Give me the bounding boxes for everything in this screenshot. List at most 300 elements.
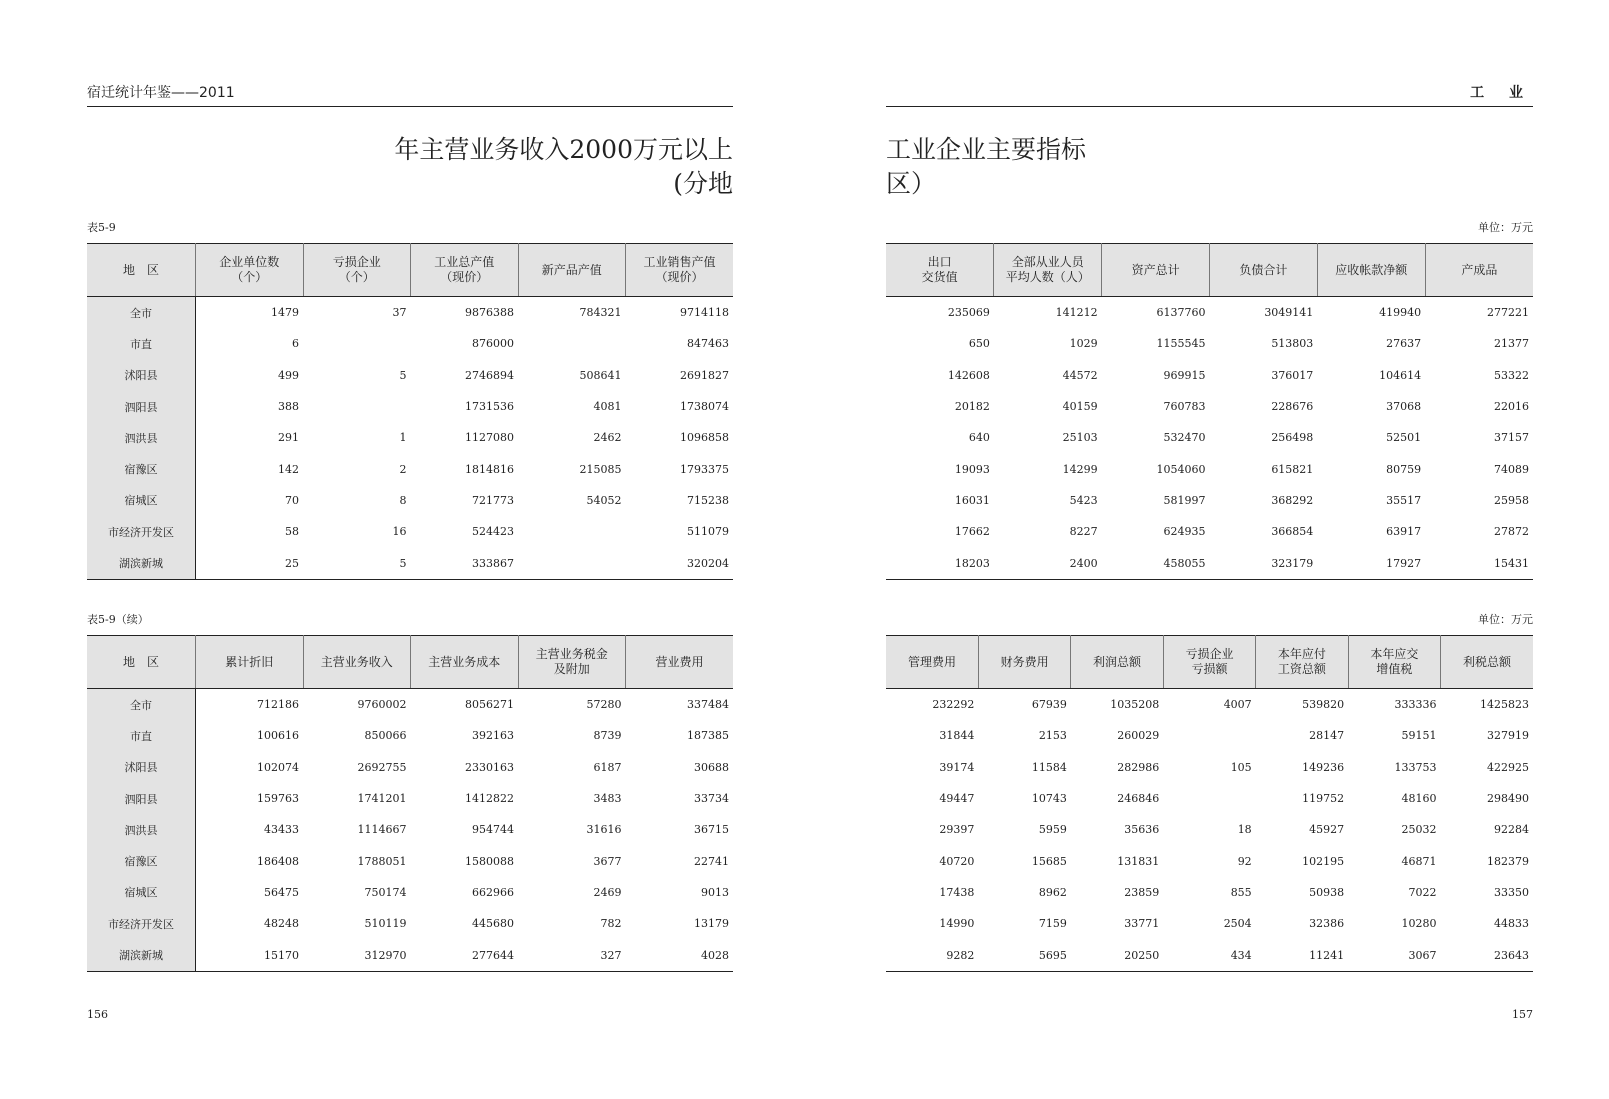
table-row <box>886 328 1533 359</box>
table-row <box>886 689 1533 721</box>
data-cell: 376017 <box>1271 368 1314 382</box>
table-row <box>886 360 1533 391</box>
data-cell: 366854 <box>1271 525 1314 539</box>
data-cell: 9282 <box>886 939 978 971</box>
data-cell: 1096858 <box>680 431 729 445</box>
column-header: 主营业务收入 <box>303 636 411 689</box>
data-cell: 9714118 <box>680 306 729 320</box>
table-row <box>87 485 733 516</box>
data-cell: 232292 <box>932 698 975 712</box>
table-row <box>87 908 733 939</box>
data-cell: 32386 <box>1309 917 1345 931</box>
column-header: 利税总额 <box>1441 636 1533 689</box>
data-cell <box>1163 783 1255 814</box>
table-row <box>87 391 733 422</box>
data-cell: 327 <box>518 939 626 971</box>
data-cell: 954744 <box>472 823 514 837</box>
column-header: 亏损企业 亏损额 <box>1163 636 1255 689</box>
data-cell: 721773 <box>472 493 514 507</box>
data-cell: 4007 <box>1223 698 1252 712</box>
data-cell: 9876388 <box>465 306 514 320</box>
table-row <box>886 845 1533 876</box>
data-cell: 46871 <box>1401 854 1437 868</box>
region-cell: 市经济开发区 <box>87 516 196 547</box>
data-cell: 2462 <box>593 431 622 445</box>
table-row <box>87 939 733 971</box>
table1-left <box>87 243 733 580</box>
region-cell: 泗阳县 <box>87 783 196 814</box>
data-cell: 8962 <box>1038 885 1067 899</box>
region-cell: 全市 <box>87 689 196 721</box>
page-number-right: 157 <box>1512 1008 1533 1021</box>
data-cell: 105 <box>1230 760 1252 774</box>
column-header: 管理费用 <box>886 636 978 689</box>
data-cell: 92 <box>1237 854 1252 868</box>
data-cell: 282986 <box>1117 760 1160 774</box>
data-cell <box>303 391 411 422</box>
table-row <box>886 547 1533 579</box>
table-row <box>87 783 733 814</box>
data-cell: 17662 <box>954 525 990 539</box>
data-cell: 2400 <box>994 547 1102 579</box>
column-header: 资产总计 <box>1102 244 1210 297</box>
data-cell: 43433 <box>264 823 299 837</box>
region-cell: 市直 <box>87 328 196 359</box>
header-row <box>886 636 1533 689</box>
data-cell: 25958 <box>1494 493 1529 507</box>
data-cell: 782 <box>600 917 622 931</box>
data-cell: 508641 <box>579 368 622 382</box>
data-cell: 5695 <box>978 939 1070 971</box>
data-cell: 3049141 <box>1264 306 1314 320</box>
data-cell: 37157 <box>1494 431 1529 445</box>
data-cell: 333867 <box>411 547 519 579</box>
data-cell: 6 <box>292 337 299 351</box>
data-cell: 52501 <box>1386 431 1422 445</box>
data-cell: 1127080 <box>465 431 514 445</box>
data-cell: 56475 <box>264 885 299 899</box>
data-cell: 215085 <box>579 462 622 476</box>
data-cell: 760783 <box>1163 400 1206 414</box>
data-cell: 3677 <box>593 854 622 868</box>
data-cell: 74089 <box>1494 462 1529 476</box>
title-left-line2: (分地 <box>673 169 733 198</box>
data-cell: 13179 <box>694 917 729 931</box>
data-cell: 1731536 <box>465 400 514 414</box>
data-cell: 260029 <box>1117 729 1160 743</box>
data-cell <box>518 547 626 579</box>
data-cell: 615821 <box>1271 462 1314 476</box>
table-row <box>886 814 1533 845</box>
data-cell: 640 <box>968 431 990 445</box>
title-left <box>394 133 733 201</box>
data-cell: 27872 <box>1494 525 1529 539</box>
column-header: 主营业务税金 及附加 <box>518 636 626 689</box>
data-cell: 31616 <box>586 823 622 837</box>
title-right-line1: 工业企业主要指标 <box>886 135 1087 164</box>
data-cell: 337484 <box>687 698 729 712</box>
data-cell: 228676 <box>1271 400 1314 414</box>
data-cell: 20182 <box>954 400 990 414</box>
data-cell: 40159 <box>1062 400 1098 414</box>
data-cell: 4081 <box>593 400 622 414</box>
table-row <box>87 360 733 391</box>
data-cell: 422925 <box>1487 760 1529 774</box>
table-row <box>87 752 733 783</box>
data-cell: 14299 <box>1062 462 1098 476</box>
data-cell: 1738074 <box>680 400 729 414</box>
column-header: 地 区 <box>87 244 196 297</box>
region-cell: 湖滨新城 <box>87 547 196 579</box>
table-row <box>886 908 1533 939</box>
data-cell: 37068 <box>1386 400 1422 414</box>
title-right <box>886 133 1086 201</box>
data-cell: 1412822 <box>465 792 514 806</box>
data-cell: 2469 <box>593 885 622 899</box>
page-number-left: 156 <box>87 1008 108 1021</box>
data-cell: 1741201 <box>357 792 407 806</box>
data-cell: 11241 <box>1256 939 1348 971</box>
data-cell: 67939 <box>1031 698 1067 712</box>
data-cell: 333336 <box>1394 698 1437 712</box>
data-cell: 22741 <box>694 854 729 868</box>
data-cell: 16 <box>392 525 407 539</box>
column-header: 工业销售产值 （现价） <box>626 244 734 297</box>
table-row <box>886 783 1533 814</box>
table2-left <box>87 635 733 972</box>
data-cell: 1814816 <box>465 462 514 476</box>
data-cell: 119752 <box>1302 792 1345 806</box>
data-cell: 131831 <box>1117 854 1160 868</box>
data-cell: 855 <box>1230 885 1252 899</box>
header-row <box>87 244 733 297</box>
data-cell: 291 <box>278 431 299 445</box>
data-cell: 1035208 <box>1110 698 1160 712</box>
data-cell: 1479 <box>271 306 299 320</box>
column-header: 本年应付 工资总额 <box>1256 636 1348 689</box>
table-row <box>87 328 733 359</box>
column-header: 全部从业人员 平均人数（人） <box>994 244 1102 297</box>
table-row <box>886 516 1533 547</box>
data-cell: 33350 <box>1494 885 1529 899</box>
data-cell: 581997 <box>1163 493 1206 507</box>
data-cell: 458055 <box>1102 547 1210 579</box>
region-cell: 宿豫区 <box>87 845 196 876</box>
data-cell: 159763 <box>257 792 299 806</box>
data-cell: 19093 <box>954 462 990 476</box>
data-cell: 59151 <box>1401 729 1437 743</box>
data-cell: 327919 <box>1487 729 1529 743</box>
header-right: 工 业 <box>886 82 1533 107</box>
data-cell: 49447 <box>939 792 975 806</box>
data-cell: 80759 <box>1386 462 1422 476</box>
table-row <box>87 453 733 484</box>
region-cell: 宿城区 <box>87 485 196 516</box>
title-right-line2: 区） <box>886 169 937 198</box>
data-cell: 2692755 <box>357 760 407 774</box>
column-header: 营业费用 <box>626 636 734 689</box>
data-cell: 141212 <box>1055 306 1098 320</box>
data-cell <box>518 516 626 547</box>
data-cell <box>1163 720 1255 751</box>
data-cell: 57280 <box>586 698 622 712</box>
region-cell: 全市 <box>87 297 196 329</box>
data-cell: 8 <box>399 493 407 507</box>
column-header: 产成品 <box>1425 244 1533 297</box>
data-cell: 149236 <box>1302 760 1345 774</box>
table-row <box>886 391 1533 422</box>
column-header: 主营业务成本 <box>411 636 519 689</box>
table-row <box>886 453 1533 484</box>
data-cell: 5 <box>303 547 411 579</box>
title-left-line1: 年主营业务收入2000万元以上 <box>394 135 733 164</box>
data-cell: 48248 <box>264 917 299 931</box>
data-cell: 70 <box>285 493 299 507</box>
data-cell: 40720 <box>939 854 975 868</box>
data-cell: 3067 <box>1348 939 1440 971</box>
data-cell: 104614 <box>1379 368 1422 382</box>
data-cell: 17927 <box>1317 547 1425 579</box>
table1-unit-label: 单位：万元 <box>1478 221 1533 234</box>
data-cell: 246846 <box>1117 792 1160 806</box>
data-cell: 187385 <box>687 729 729 743</box>
region-cell: 宿豫区 <box>87 453 196 484</box>
data-cell: 2691827 <box>680 368 729 382</box>
region-cell: 市经济开发区 <box>87 908 196 939</box>
data-cell <box>518 328 626 359</box>
column-header: 累计折旧 <box>196 636 304 689</box>
column-header: 利润总额 <box>1071 636 1163 689</box>
data-cell: 1054060 <box>1156 462 1206 476</box>
data-cell: 37 <box>392 306 407 320</box>
data-cell: 256498 <box>1271 431 1314 445</box>
table2-unit-label: 单位：万元 <box>1478 613 1533 626</box>
data-cell: 513803 <box>1271 337 1314 351</box>
data-cell: 624935 <box>1163 525 1206 539</box>
data-cell: 18203 <box>886 547 994 579</box>
data-cell: 445680 <box>472 917 514 931</box>
data-cell: 712186 <box>257 698 299 712</box>
data-cell: 31844 <box>939 729 975 743</box>
data-cell: 2504 <box>1223 917 1252 931</box>
data-cell: 662966 <box>472 885 514 899</box>
data-cell: 510119 <box>364 917 407 931</box>
data-cell: 22016 <box>1494 400 1529 414</box>
data-cell: 92284 <box>1494 823 1529 837</box>
data-cell: 532470 <box>1163 431 1206 445</box>
region-cell: 泗洪县 <box>87 814 196 845</box>
data-cell: 4028 <box>626 939 734 971</box>
data-cell: 388 <box>278 400 299 414</box>
data-cell: 35517 <box>1386 493 1422 507</box>
data-cell: 35636 <box>1124 823 1160 837</box>
data-cell: 142 <box>278 462 299 476</box>
data-cell: 8227 <box>1069 525 1098 539</box>
data-cell: 10280 <box>1401 917 1437 931</box>
data-cell: 30688 <box>694 760 729 774</box>
column-header: 企业单位数 （个） <box>196 244 304 297</box>
data-cell: 15685 <box>1031 854 1067 868</box>
data-cell: 1788051 <box>357 854 407 868</box>
data-cell: 25103 <box>1062 431 1098 445</box>
data-cell: 715238 <box>687 493 729 507</box>
region-cell: 宿城区 <box>87 877 196 908</box>
table-row <box>87 297 733 329</box>
header-left: 宿迁统计年鉴——2011 <box>87 82 733 107</box>
data-cell: 25 <box>196 547 304 579</box>
data-cell: 876000 <box>472 337 514 351</box>
data-cell: 419940 <box>1379 306 1422 320</box>
data-cell: 16031 <box>954 493 990 507</box>
table-row <box>886 485 1533 516</box>
table1-label: 表5-9 <box>87 221 116 234</box>
data-cell: 25032 <box>1401 823 1437 837</box>
data-cell: 33734 <box>694 792 729 806</box>
data-cell: 1425823 <box>1480 698 1529 712</box>
data-cell: 36715 <box>694 823 729 837</box>
data-cell: 3483 <box>593 792 622 806</box>
data-cell: 2330163 <box>465 760 514 774</box>
data-cell: 434 <box>1163 939 1255 971</box>
data-cell: 54052 <box>586 493 622 507</box>
data-cell: 23643 <box>1441 939 1533 971</box>
data-cell: 23859 <box>1124 885 1160 899</box>
data-cell: 29397 <box>939 823 975 837</box>
table-row <box>886 752 1533 783</box>
data-cell: 63917 <box>1386 525 1422 539</box>
data-cell: 6137760 <box>1156 306 1206 320</box>
data-cell: 847463 <box>687 337 729 351</box>
data-cell: 48160 <box>1401 792 1437 806</box>
table-row <box>87 845 733 876</box>
data-cell: 750174 <box>364 885 407 899</box>
header-row <box>886 244 1533 297</box>
data-cell: 58 <box>285 525 299 539</box>
data-cell: 320204 <box>626 547 734 579</box>
data-cell: 2746894 <box>465 368 514 382</box>
table-row <box>886 297 1533 329</box>
table-row <box>87 877 733 908</box>
data-cell: 186408 <box>257 854 299 868</box>
data-cell: 6187 <box>593 760 622 774</box>
table-row <box>87 422 733 453</box>
data-cell: 8056271 <box>465 698 514 712</box>
data-cell: 511079 <box>687 525 729 539</box>
data-cell: 53322 <box>1494 368 1529 382</box>
data-cell: 45927 <box>1309 823 1345 837</box>
data-cell: 1580088 <box>465 854 514 868</box>
data-cell: 368292 <box>1271 493 1314 507</box>
data-cell: 102195 <box>1302 854 1345 868</box>
data-cell: 33771 <box>1124 917 1160 931</box>
column-header: 应收帐款净额 <box>1317 244 1425 297</box>
data-cell: 18 <box>1237 823 1252 837</box>
column-header: 财务费用 <box>978 636 1070 689</box>
data-cell: 142608 <box>947 368 990 382</box>
data-cell: 11584 <box>1031 760 1067 774</box>
data-cell: 392163 <box>472 729 514 743</box>
data-cell: 17438 <box>939 885 975 899</box>
data-cell: 44572 <box>1062 368 1098 382</box>
data-cell: 1155545 <box>1156 337 1206 351</box>
region-cell: 泗洪县 <box>87 422 196 453</box>
data-cell: 277644 <box>411 939 519 971</box>
data-cell: 850066 <box>364 729 407 743</box>
data-cell: 100616 <box>257 729 299 743</box>
data-cell: 1114667 <box>357 823 407 837</box>
data-cell: 277221 <box>1487 306 1529 320</box>
column-header: 亏损企业 （个） <box>303 244 411 297</box>
data-cell: 2 <box>399 462 407 476</box>
data-cell: 7022 <box>1408 885 1437 899</box>
data-cell: 1793375 <box>680 462 729 476</box>
region-cell: 沭阳县 <box>87 752 196 783</box>
data-cell <box>303 328 411 359</box>
data-cell: 2153 <box>1038 729 1067 743</box>
column-header: 工业总产值 （现价） <box>411 244 519 297</box>
data-cell: 182379 <box>1487 854 1529 868</box>
column-header: 本年应交 增值税 <box>1348 636 1440 689</box>
region-cell: 沭阳县 <box>87 360 196 391</box>
data-cell: 784321 <box>579 306 622 320</box>
data-cell: 312970 <box>303 939 411 971</box>
table-row <box>886 939 1533 971</box>
table-row <box>87 516 733 547</box>
data-cell: 27637 <box>1386 337 1422 351</box>
data-cell: 1029 <box>1069 337 1098 351</box>
data-cell: 7159 <box>1038 917 1067 931</box>
column-header: 出口 交货值 <box>886 244 994 297</box>
table-row <box>87 814 733 845</box>
data-cell: 20250 <box>1071 939 1163 971</box>
table-row <box>87 689 733 721</box>
data-cell: 5423 <box>1069 493 1098 507</box>
table2-label: 表5-9（续） <box>87 613 149 626</box>
table-row <box>886 877 1533 908</box>
data-cell: 28147 <box>1309 729 1345 743</box>
data-cell: 5959 <box>1038 823 1067 837</box>
data-cell: 235069 <box>947 306 990 320</box>
table-row <box>87 547 733 579</box>
region-cell: 泗阳县 <box>87 391 196 422</box>
region-cell: 市直 <box>87 720 196 751</box>
table-row <box>886 422 1533 453</box>
header-row <box>87 636 733 689</box>
data-cell: 323179 <box>1209 547 1317 579</box>
data-cell: 1 <box>399 431 407 445</box>
data-cell: 650 <box>968 337 990 351</box>
data-cell: 9760002 <box>357 698 407 712</box>
data-cell: 8739 <box>593 729 622 743</box>
column-header: 地 区 <box>87 636 196 689</box>
column-header: 新产品产值 <box>518 244 626 297</box>
data-cell: 14990 <box>939 917 975 931</box>
data-cell: 10743 <box>1031 792 1067 806</box>
data-cell: 15170 <box>196 939 304 971</box>
data-cell: 102074 <box>257 760 299 774</box>
data-cell: 15431 <box>1425 547 1533 579</box>
data-cell: 44833 <box>1494 917 1529 931</box>
table-row <box>87 720 733 751</box>
column-header: 负债合计 <box>1209 244 1317 297</box>
table1-right <box>886 243 1533 580</box>
data-cell: 499 <box>278 368 299 382</box>
data-cell: 539820 <box>1302 698 1345 712</box>
data-cell: 50938 <box>1309 885 1345 899</box>
data-cell: 133753 <box>1394 760 1437 774</box>
data-cell: 524423 <box>472 525 514 539</box>
table-row <box>886 720 1533 751</box>
